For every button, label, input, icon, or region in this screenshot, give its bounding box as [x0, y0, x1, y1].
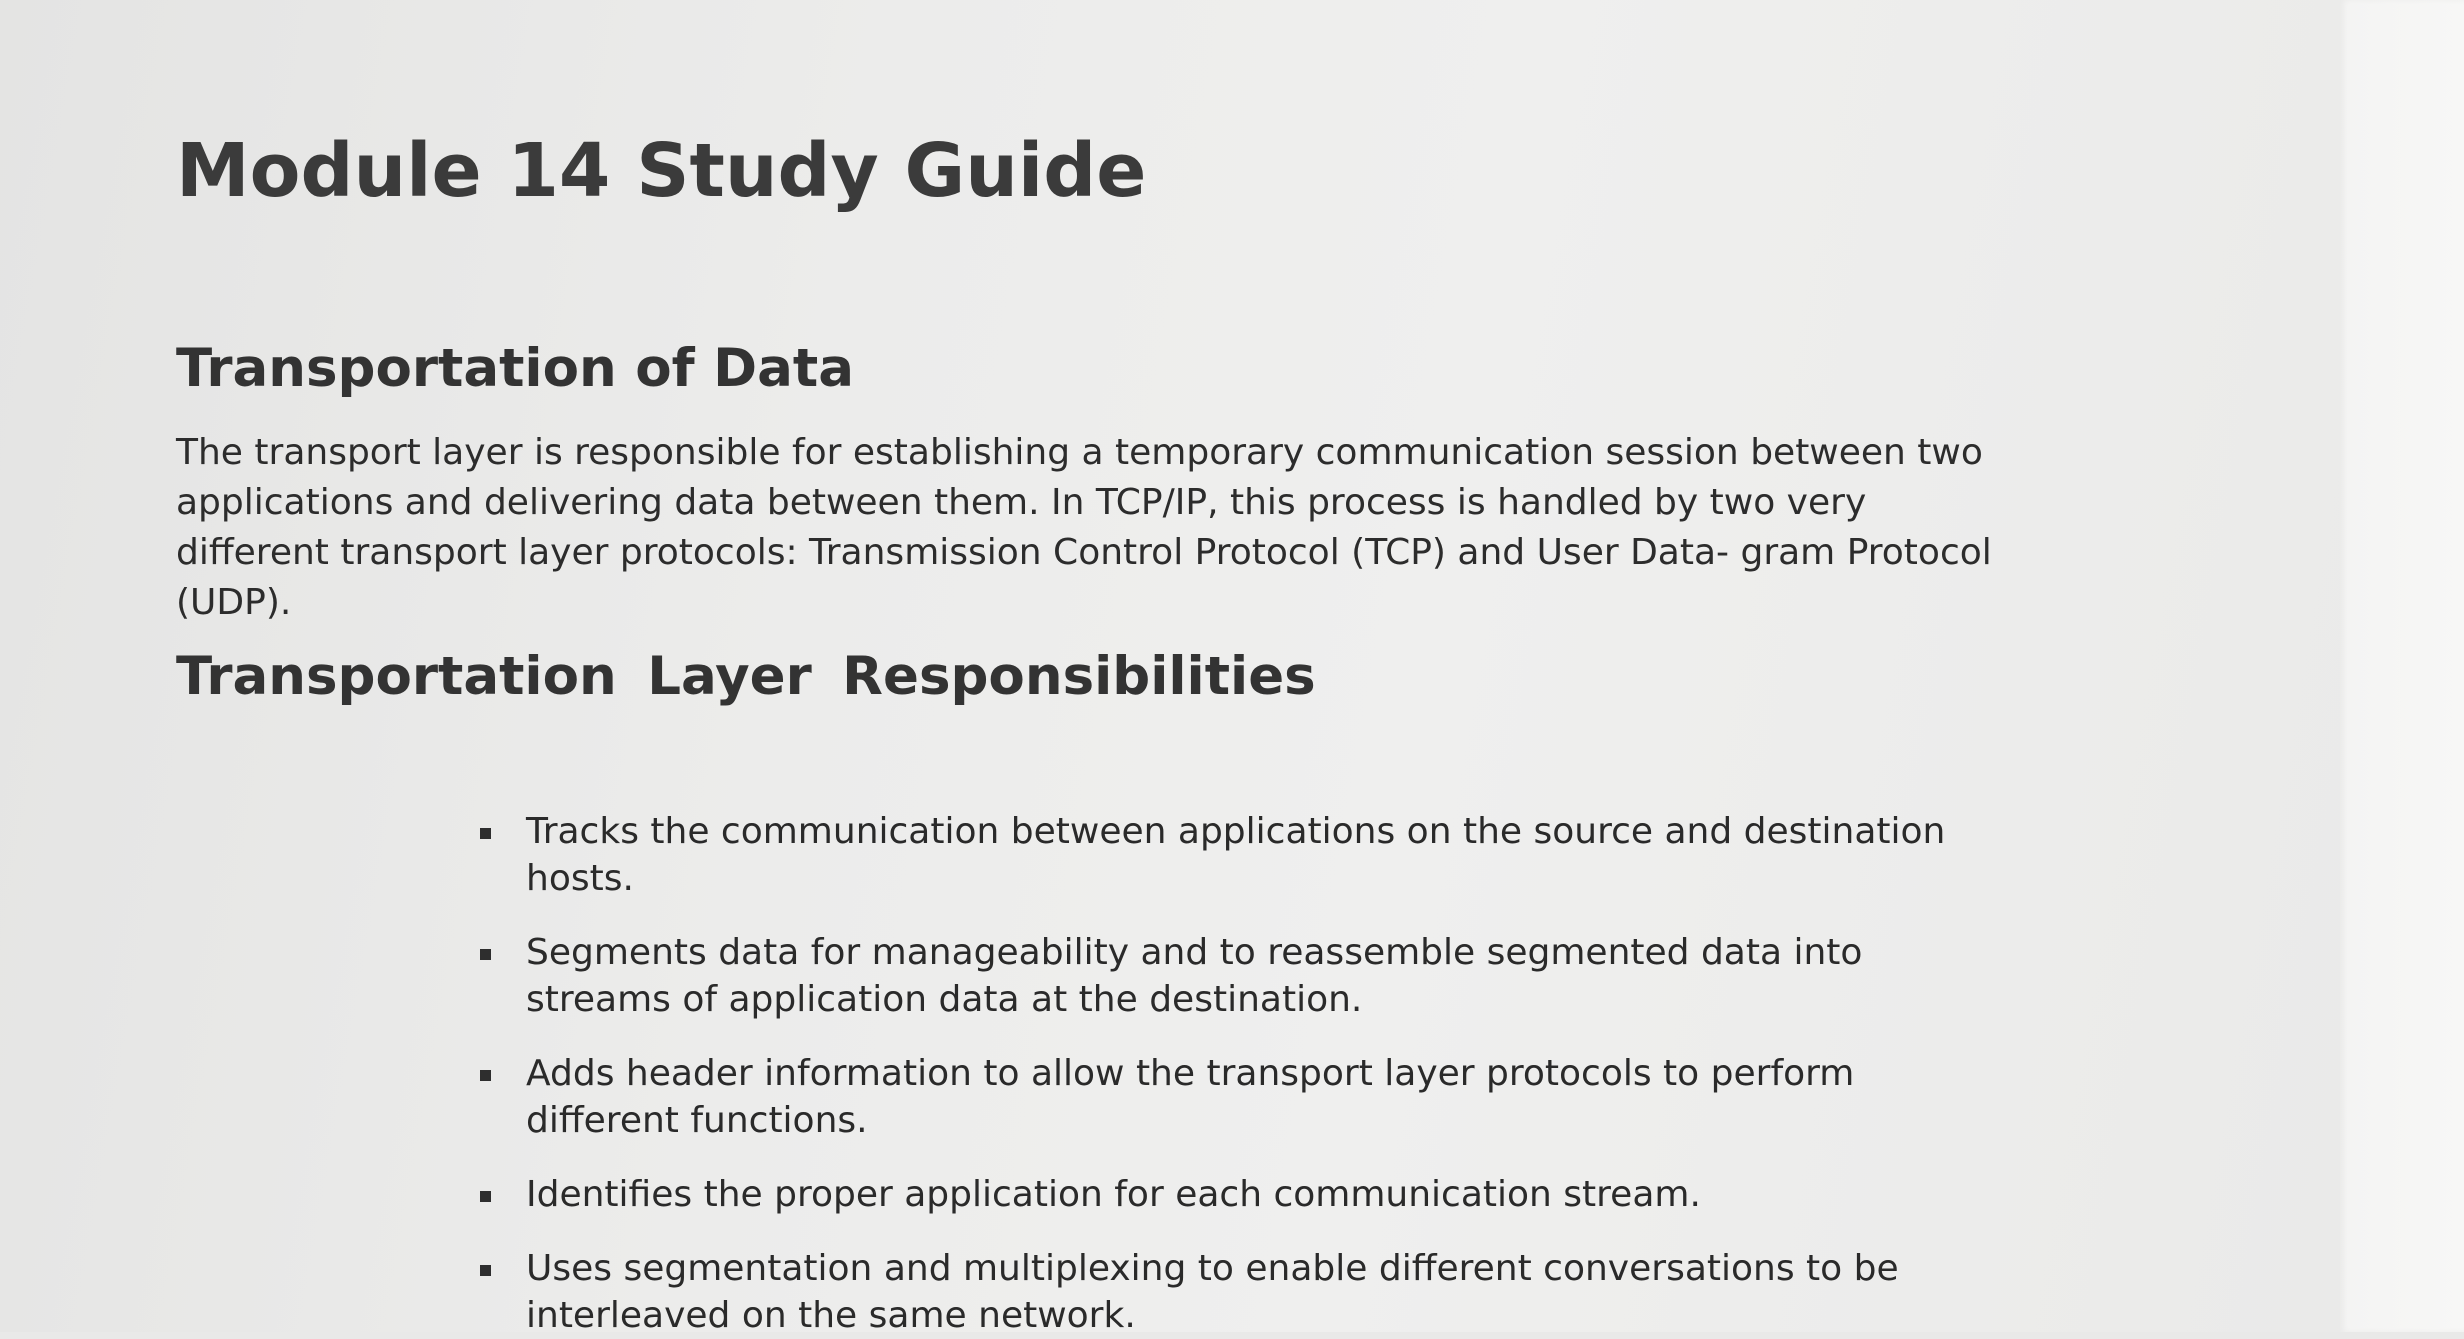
list-item	[480, 1171, 1980, 1218]
list-item-text: Adds header information to allow the transport layer protocols to perform different functions.	[526, 1053, 1855, 1141]
responsibilities-list	[480, 808, 1980, 1339]
section-heading-layer-responsibilities: Transportation Layer Responsibilities	[176, 646, 1316, 707]
page-title: Module 14 Study Guide	[176, 128, 1147, 214]
list-item-text: Identifies the proper application for each communication stream.	[526, 1174, 1701, 1215]
list-item-text: Tracks the communication between applications on the source and destination hosts.	[526, 811, 1946, 899]
square-bullet-icon	[480, 949, 491, 960]
adjacent-page-edge	[2340, 0, 2464, 1332]
list-item-text: Segments data for manageability and to reassemble segmented data into streams of application data at the destination.	[526, 932, 1863, 1020]
intro-paragraph: The transport layer is responsible for establishing a temporary communication session between two applications and delivering data between them. In TCP/IP, this process is handled by two very different transport layer protocols: Transmission Control Protocol (TCP) and User Data- gram Protocol (UDP).	[176, 432, 1992, 623]
section-heading-transportation-of-data: Transportation of Data	[176, 338, 854, 399]
list-item	[480, 1245, 1980, 1339]
square-bullet-icon	[480, 1191, 491, 1202]
square-bullet-icon	[480, 1265, 491, 1276]
list-item	[480, 808, 1980, 902]
list-item	[480, 929, 1980, 1023]
square-bullet-icon	[480, 828, 491, 839]
square-bullet-icon	[480, 1070, 491, 1081]
list-item	[480, 1050, 1980, 1144]
list-item-text: Uses segmentation and multiplexing to enable different conversations to be interleaved on the same network.	[526, 1248, 1899, 1336]
